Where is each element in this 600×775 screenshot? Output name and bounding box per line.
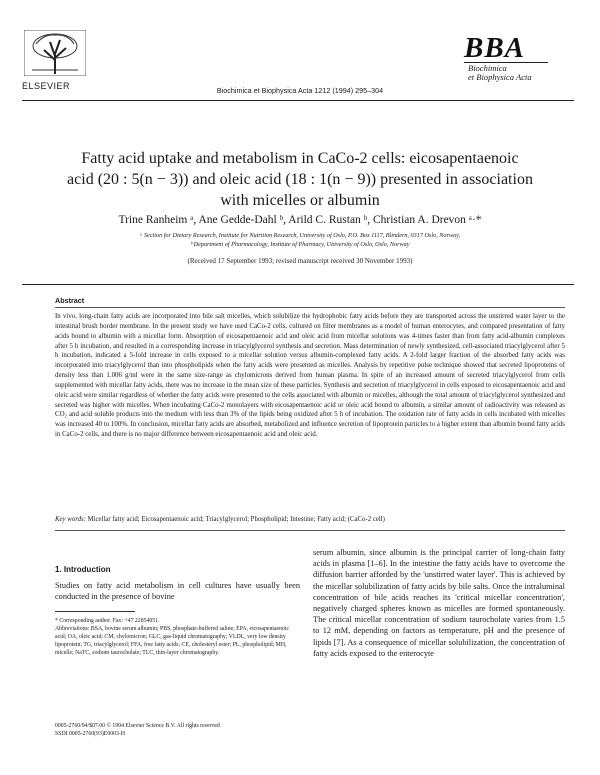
abstract-text: In vivo, long-chain fatty acids are incorporated into bile salt micelles, which solubilize the hydrophobic fatty acids before they are transported across the unstirred water layer to the intestinal brush border membrane. In the present study we have used CaCo-2 cells, cultured on filter membranes as a model of human enterocytes, and compared presentation of fatty acids bound to albumin with a micellar form. Absorption of eicosapentaenoic acid and oleic acid from micellar solutions was 4-times faster than from fatty acid-albumin complexes after 5 h incubation, and resulted in a corresponding increase in triacylglycerol synthesis and secretion. Mass determination of newly synthesized, cell-associated triacylglycerol after 5 h incubation, indicated a 5-fold increase in cells exposed to a micellar solution versus albumin-complexed fatty acids. A 2-fold larger fraction of the absorbed fatty acids was incorporated into triacylglycerol than into phospholipids when the fatty acids were presented as micelles. Analysis by repetitive pulse technique showed that secreted lipoproteins of density less than 1.006 g/ml were in the same size-range as chylomicrons derived from human plasma. In spite of an increased amount of secreted triacylglycerol from cells supplemented with micellar fatty acids, there was no increase in the mean size of these particles. Synthesis and secretion of triacylglycerol in cells exposed to eicosapentaenoic acid and oleic acid were similar regardless of whether the fatty acids were presented to the cells associated with albumin or micelles, although the total amount of triacylglycerol synthesized and secreted was higher with micelles. When incubating CaCo-2 monolayers with eicosapentaenoic acid or oleic acid bound to albumin, a similar amount of radioactivity was released as CO₂ and acid soluble products into the medium with less than 3% of the lipids being oxidized after 5 h of incubation. The oxidation rate of fatty acids in cells incubated with micelles was increased 40 to 100%. In conclusion, micellar fatty acids are absorbed, metabolized and influence secretion of lipoprotein particles to a higher extent than albumin bound fatty acids in CaCo-2 cells, and there is no major difference between eicosapentaenoic acid and oleic acid. <box>55 313 565 439</box>
keywords-rule <box>55 530 565 531</box>
abstract-heading: Abstract <box>55 296 85 305</box>
elsevier-tree-logo-icon <box>24 30 86 76</box>
bba-logo-text: BBA <box>464 32 526 64</box>
keywords-label: Key words: <box>55 516 86 523</box>
article-title <box>40 148 560 211</box>
title-line-1: Fatty acid uptake and metabolism in CaCo-2 cells: eicosapentaenoic <box>81 150 519 167</box>
copyright-line-2: SSDI 0005-2760(93)E0003-H <box>55 731 126 738</box>
corresponding-author: * Corresponding author. Fax: +47 22854051. <box>55 618 160 624</box>
affiliation-b: ᵇ Department of Pharmacology, Institute of Pharmacy, University of Oslo, Oslo, Norway <box>190 241 410 248</box>
received-dates: (Received 17 September 1993; revised manuscript received 30 November 1993) <box>187 257 413 265</box>
affiliations <box>60 231 540 249</box>
abstract-rule <box>55 307 565 308</box>
footnotes <box>55 617 300 657</box>
introduction-right-column: serum albumin, since albumin is the principal carrier of long-chain fatty acids in plasma [1–6]. In the intestine the fatty acids have to overcome the diffusion barrier afforded by the 'unstirred water layer'. This is achieved by the micellar solubilization of fatty acids by bile salts. Once the intraluminal concentration of bile acids reaches its 'critical micellar concentration', negatively charged spheres known as micelles are formed spontaneously. The critical micellar concentration of sodium taurocholate varies from 1.5 to 12 mM, depending on factors as temperature, pH and the presence of lipids [7]. As a consequence of micellar solubilization, the concentration of fatty acids exposed to the enterocyte <box>313 548 565 658</box>
title-line-2: acid (20 : 5(n − 3)) and oleic acid (18 : 1(n − 9)) presented in association <box>67 171 533 188</box>
author-list: Trine Ranheim ᵃ, Ane Gedde-Dahl ᵇ, Arild C. Rustan ᵇ, Christian A. Drevon ᵃ·* <box>118 214 482 226</box>
journal-citation: Biochimica et Biophysica Acta 1212 (1994) 295–304 <box>216 86 384 95</box>
title-rule <box>22 284 574 285</box>
bba-logo-sub1: Biochimica <box>468 63 507 73</box>
footnote-rule <box>55 611 135 612</box>
copyright-line-1: 0005-2760/94/$07.00 © 1994 Elsevier Science B.V. All rights reserved <box>55 723 220 729</box>
introduction-heading: 1. Introduction <box>55 565 111 574</box>
keywords-list: Micellar fatty acid; Eicosapentaenoic acid; Triacylglycerol; Phospholipid; Intestine; Fatty acid; (CaCo-2 cell) <box>87 516 385 523</box>
affiliation-a: ᵃ Section for Dietary Research, Institute for Nutrition Research, University of Oslo, P.O. Box 1117, Blindern, 0317 Oslo, Norway, <box>139 232 461 239</box>
abbreviations: Abbreviations: BSA, bovine serum albumin; PBS, phosphate-buffered saline; EPA, eicosapentaenoic acid; OA, oleic acid; CM, chylomicron; GLC, gas-liquid chromatography; VLDL, very low density lipoprotein; TG, triacylglycerol; FFA, free fatty acids; CE, cholesteryl ester; PL, phospholipid; MH, micelle; NaTC, sodium taurocholate; TLC, thin-layer chromatography. <box>55 626 290 656</box>
publisher-name: ELSEVIER <box>22 81 71 91</box>
copyright-notice <box>55 722 315 739</box>
bba-logo-sub2: et Biophysica Acta <box>468 72 532 82</box>
introduction-left-column: Studies on fatty acid metabolism in cell cultures have usually been conducted in the presence of bovine <box>55 581 300 602</box>
keywords <box>55 516 565 523</box>
header-rule <box>22 100 574 101</box>
title-line-3: with micelles or albumin <box>220 192 380 209</box>
bba-journal-logo <box>450 34 570 96</box>
